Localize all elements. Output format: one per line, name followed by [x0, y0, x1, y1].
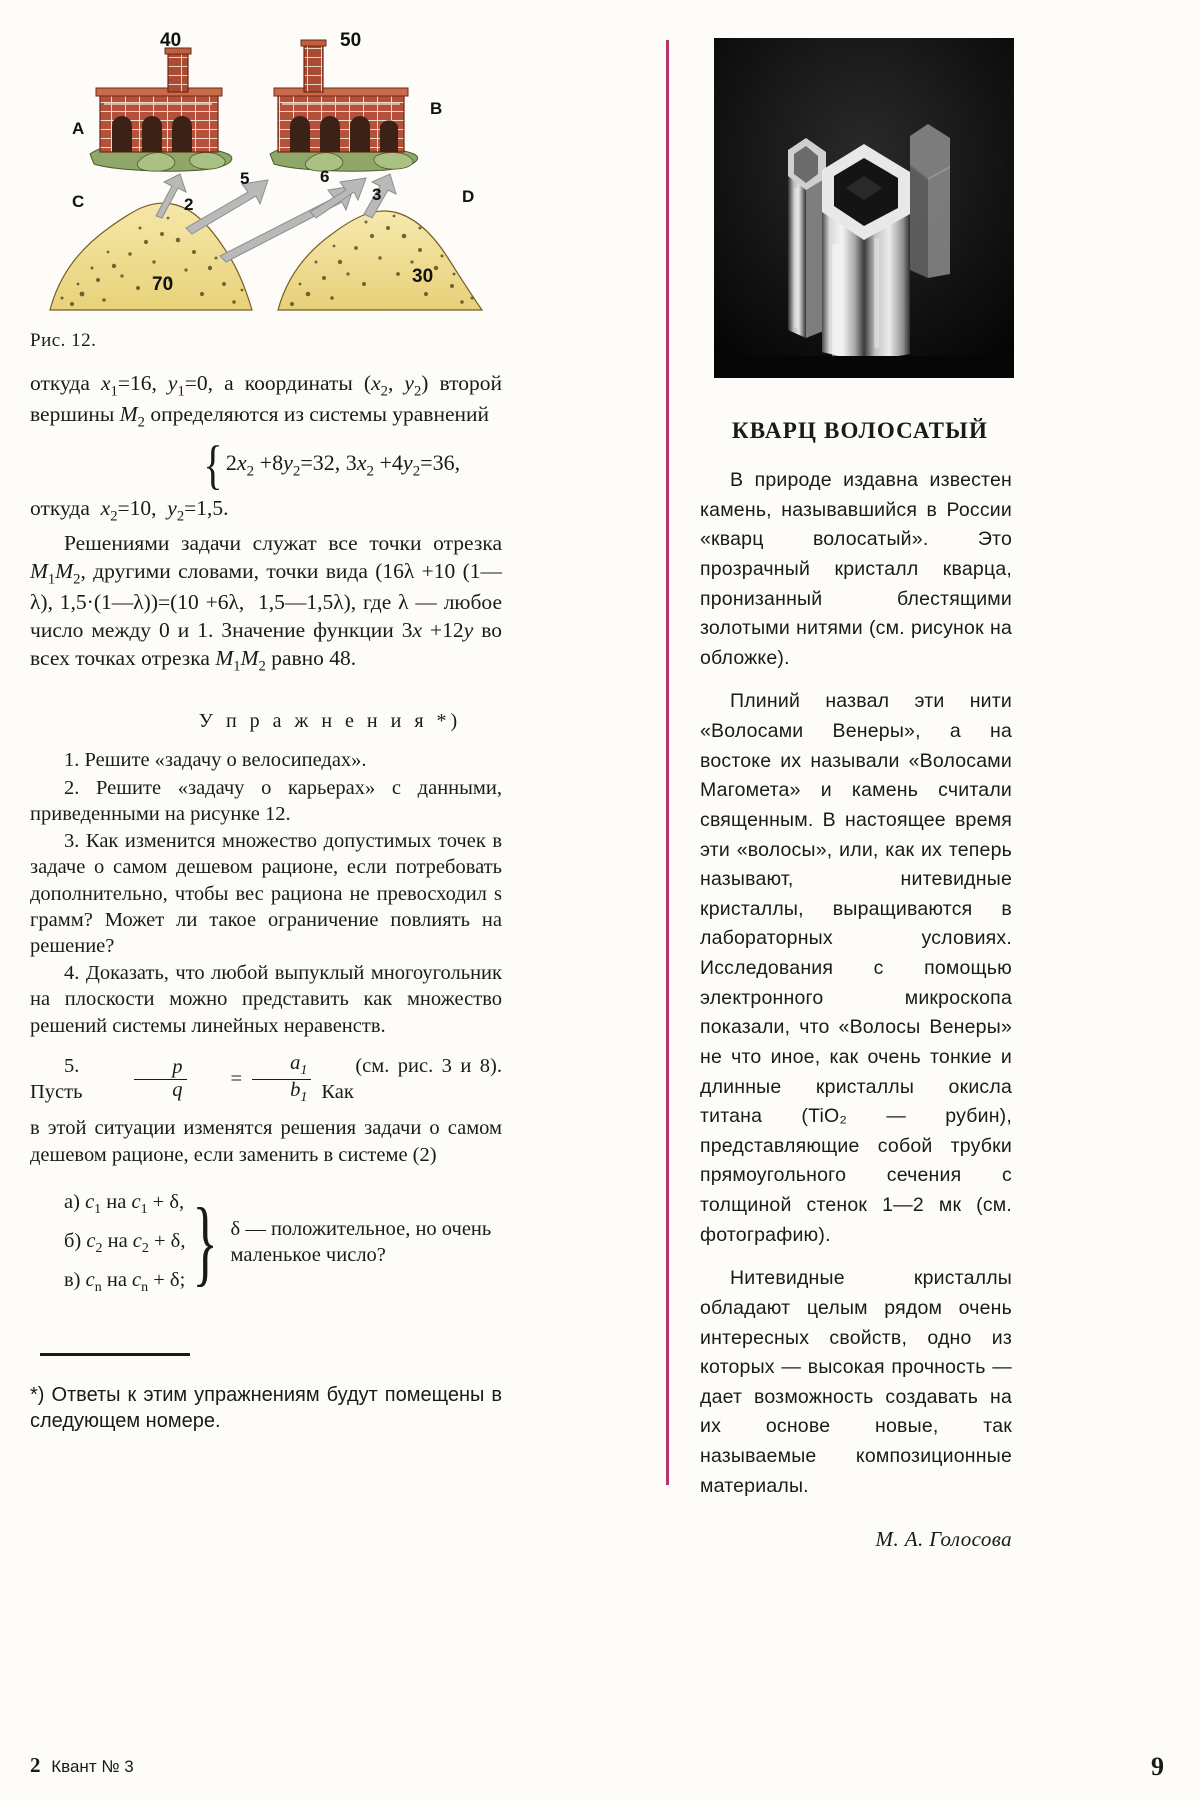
exercise-5-tail: (см. рис. 3 и 8). Как — [321, 1054, 502, 1104]
quartz-crystal-photo — [714, 38, 1014, 378]
system-equation-2: $3x_2 +4y_2=36$, — [345, 449, 461, 479]
label-d: D — [462, 187, 475, 206]
equals-sign: = — [230, 1068, 243, 1091]
quartz-crystal-photo-svg — [714, 38, 1014, 378]
paragraph-segment-solutions: Решениями задачи служат все точки отрезка $M_1M_2$, другими словами, точки вида (16λ +10 (1—λ), 1,5·(1—λ))=(10 +6λ, 1,5—1,5λ), где λ — любое число между 0 и 1. Значение функции 3x +12y во всех точках отрезка $M_1M_2$ равно 48. — [30, 530, 502, 675]
subitem-v: в) $c_n$ на $c_n + \delta$; — [64, 1268, 186, 1295]
footer-journal-info — [30, 1753, 134, 1778]
fraction-numerator-p: p — [172, 1056, 183, 1079]
exercise-item-5 — [30, 1053, 502, 1105]
sand-pile-c-qty: 70 — [152, 274, 174, 295]
exercise-5-subitems: а) $c_1$ на $c_1 + \delta$, б) $c_2$ на $c_2 + \delta$, в) $c_n$ на $c_n + \delta$; } δ — положительное, но очень маленькое число? — [30, 1184, 502, 1301]
figure-12-caption: Рис. 12. — [30, 330, 97, 351]
fraction-denominator-b1: $b_1$ — [252, 1079, 311, 1106]
paragraph-solution-values: откуда $x_2=10$, $y_2=1,5$. — [30, 495, 229, 524]
article-title: КВАРЦ ВОЛОСАТЫЙ — [731, 418, 989, 443]
footnote-text: *) Ответы к этим упражнениям будут помещены в следующем номере. — [30, 1383, 502, 1432]
column-divider-rule — [666, 40, 669, 1485]
exercise-5-lead: 5. Пусть — [30, 1054, 83, 1104]
svg-text:A: A — [72, 119, 85, 138]
fraction-denominator-q: q — [134, 1079, 186, 1102]
exercises-list — [30, 747, 502, 1039]
page-number: 9 — [1151, 1752, 1164, 1781]
right-column — [700, 38, 1020, 1552]
article-author-signature: М. А. Голосова — [875, 1527, 1012, 1552]
subitem-a: а) $c_1$ на $c_1 + \delta$, — [64, 1190, 185, 1217]
article-paragraph-1: В природе издавна известен камень, называвшийся в России «кварц волосатый». Это прозрачный кристалл кварца, пронизанный блестящими золотыми нитями (см. рисунок на обложке). — [700, 469, 1012, 669]
svg-text:40: 40 — [160, 30, 182, 51]
svg-text:2: 2 — [184, 195, 194, 214]
delta-note: δ — положительное, но очень маленькое число? — [230, 1217, 492, 1267]
figure-12-illustration — [42, 22, 502, 312]
sand-pile-d-qty: 30 — [412, 266, 434, 287]
svg-text:6: 6 — [320, 167, 330, 186]
exercise-item-2: 2. Решите «задачу о карьерах» с данными, приведенными на рисунке 12. — [30, 776, 502, 825]
footnote-rule — [40, 1353, 190, 1356]
exercise-item-1: 1. Решите «задачу о велосипедах». — [64, 749, 367, 772]
paragraph-coordinates: откуда $x_1=16$, $y_1=0$, а координаты ($x_2$, $y_2$) второй вершины $M_2$ определяются из системы уравнений — [30, 371, 502, 431]
svg-text:5: 5 — [240, 169, 250, 188]
label-c: C — [72, 192, 85, 211]
equation-system: { $2x_2 +8y_2=32$, $3x_2 +4y_2=36$, — [203, 434, 461, 495]
fraction-p-over-q — [134, 1057, 186, 1101]
svg-text:B: B — [430, 99, 443, 118]
exercises-heading: У п р а ж н е н и я *) — [198, 710, 462, 733]
system-equation-1: $2x_2 +8y_2=32$, — [225, 449, 341, 479]
fraction-a1-over-b1 — [252, 1053, 311, 1105]
footer-journal-name: Квант № 3 — [51, 1757, 134, 1776]
subitem-b: б) $c_2$ на $c_2 + \delta$, — [64, 1229, 186, 1256]
left-column — [30, 22, 630, 1434]
article-paragraph-2: Плиний назвал эти нити «Волосами Венеры», а на востоке их называли «Волосами Магомета» и камень считали священным. В настоящее время эти «волосы», или, как их теперь называют, нитевидные кристаллы, выращиваются в лабораторных условиях. Исследования с помощью электронного микроскопа показали, что «Волосы Венеры» не что иное, как очень тонкие и длинные кристаллы окисла титана (TiO₂ — рубин), представляющие собой трубки прямоугольного сечения с толщиной стенок 1—2 мк (см. фотографию). — [700, 690, 1012, 1246]
exercise-item-3: 3. Как изменится множество допустимых точек в задаче о самом дешевом рационе, если потребовать дополнительно, чтобы вес рациона не превосходил s грамм? Может ли такое ограничение повлиять на решение? — [30, 830, 502, 957]
fraction-numerator-a1: $a_1$ — [290, 1051, 308, 1079]
article-paragraph-3: Нитевидные кристаллы обладают целым рядом очень интересных свойств, одно из которых — высокая прочность — дает возможность создавать на их основе новые, так называемые композиционные материалы. — [700, 1267, 1012, 1497]
exercise-5-continuation: в этой ситуации изменятся решения задачи о самом дешевом рационе, если заменить в системе (2) — [30, 1117, 502, 1166]
figure-12-svg — [42, 22, 502, 312]
footer-signature-number: 2 — [30, 1753, 41, 1777]
svg-text:50: 50 — [340, 30, 362, 51]
svg-text:3: 3 — [372, 185, 382, 204]
exercise-item-4: 4. Доказать, что любой выпуклый многоугольник на плоскости можно представить как множество решений системы линейных неравенств. — [30, 962, 502, 1037]
